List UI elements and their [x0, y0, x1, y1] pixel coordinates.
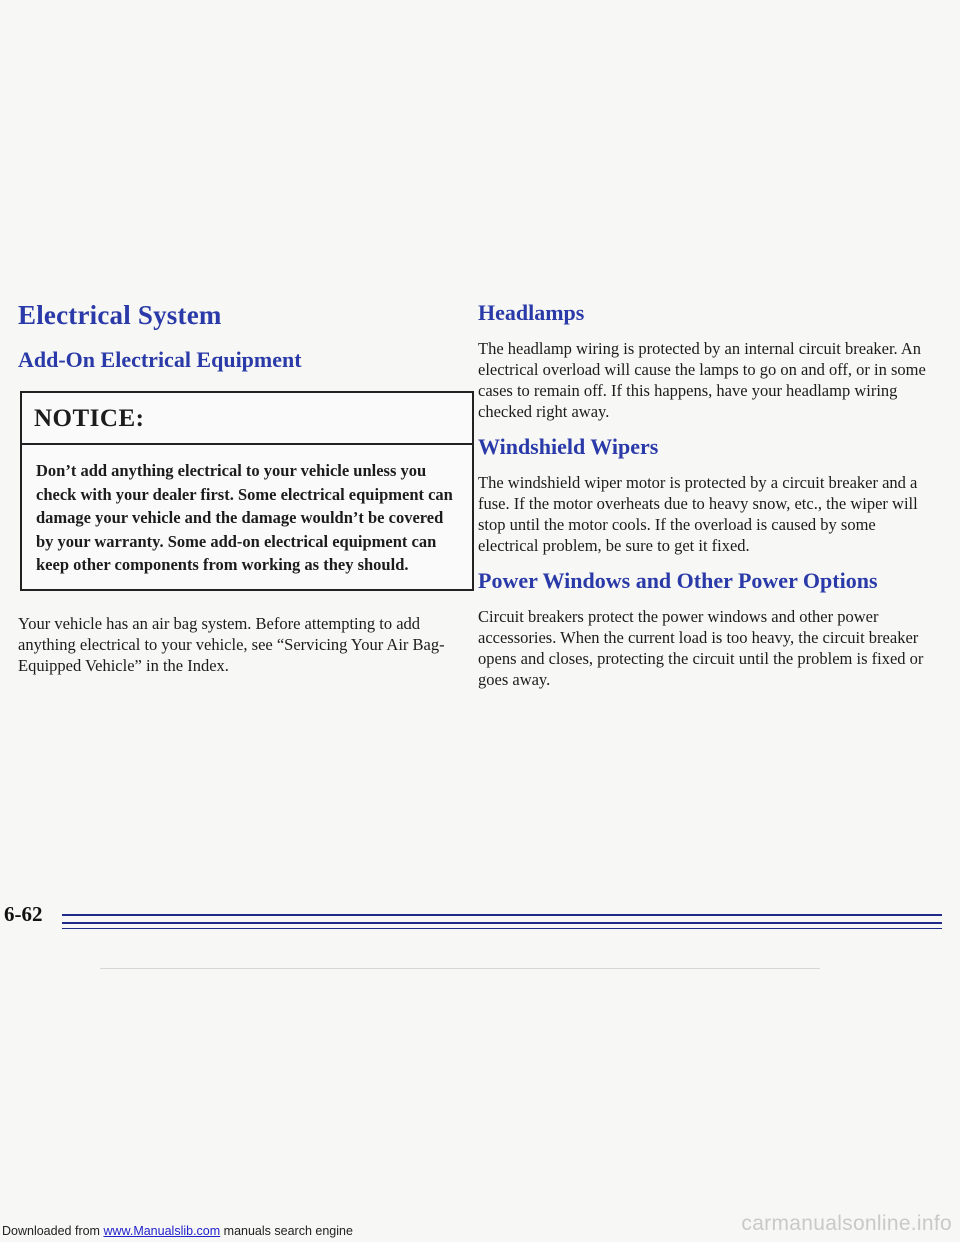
subsection-title: Add-On Electrical Equipment	[18, 347, 302, 372]
left-column	[18, 300, 473, 676]
headlamps-title: Headlamps	[478, 300, 585, 325]
notice-heading: NOTICE:	[22, 393, 472, 445]
download-suffix: manuals search engine	[223, 1224, 353, 1238]
download-prefix: Downloaded from	[2, 1224, 100, 1238]
page-footer	[0, 890, 960, 940]
right-column	[478, 300, 940, 690]
watermark: carmanualsonline.info	[741, 1212, 952, 1235]
footer-rule	[62, 928, 942, 929]
notice-body: Don’t add anything electrical to your vehicle unless you check with your dealer first. Some electrical equipment can damage your vehicle and the damage wouldn’t be covered by your warranty. Some add-on electrical equipment can keep other components from working as they should.	[36, 461, 453, 574]
wipers-text: The windshield wiper motor is protected by a circuit breaker and a fuse. If the motor overheats due to heavy snow, etc., the wiper will stop until the motor cools. If the overload is caused by some electrical problem, be sure to get it fixed.	[478, 473, 918, 555]
headlamps-text: The headlamp wiring is protected by an internal circuit breaker. An electrical overload will cause the lamps to go on and off, or in some cases to remain off. If this happens, have your headlamp wiring checked right away.	[478, 339, 926, 421]
manualslib-link[interactable]: www.Manualslib.com	[103, 1224, 221, 1238]
scan-divider	[100, 968, 820, 969]
footer-rule	[62, 922, 942, 924]
footer-rule	[62, 914, 942, 916]
notice-box	[20, 391, 474, 591]
power-options-text: Circuit breakers protect the power windows and other power accessories. When the current load is too heavy, the circuit breaker opens and closes, protecting the circuit until the problem is fixed or goes away.	[478, 607, 924, 689]
download-credit	[2, 1224, 353, 1238]
section-title: Electrical System	[18, 300, 222, 330]
airbag-paragraph: Your vehicle has an air bag system. Before attempting to add anything electrical to your vehicle, see “Servicing Your Air Bag-Equipped Vehicle” in the Index.	[18, 613, 445, 675]
wipers-title: Windshield Wipers	[478, 434, 659, 459]
power-options-title: Power Windows and Other Power Options	[478, 568, 878, 593]
page-number: 6-62	[4, 902, 43, 926]
